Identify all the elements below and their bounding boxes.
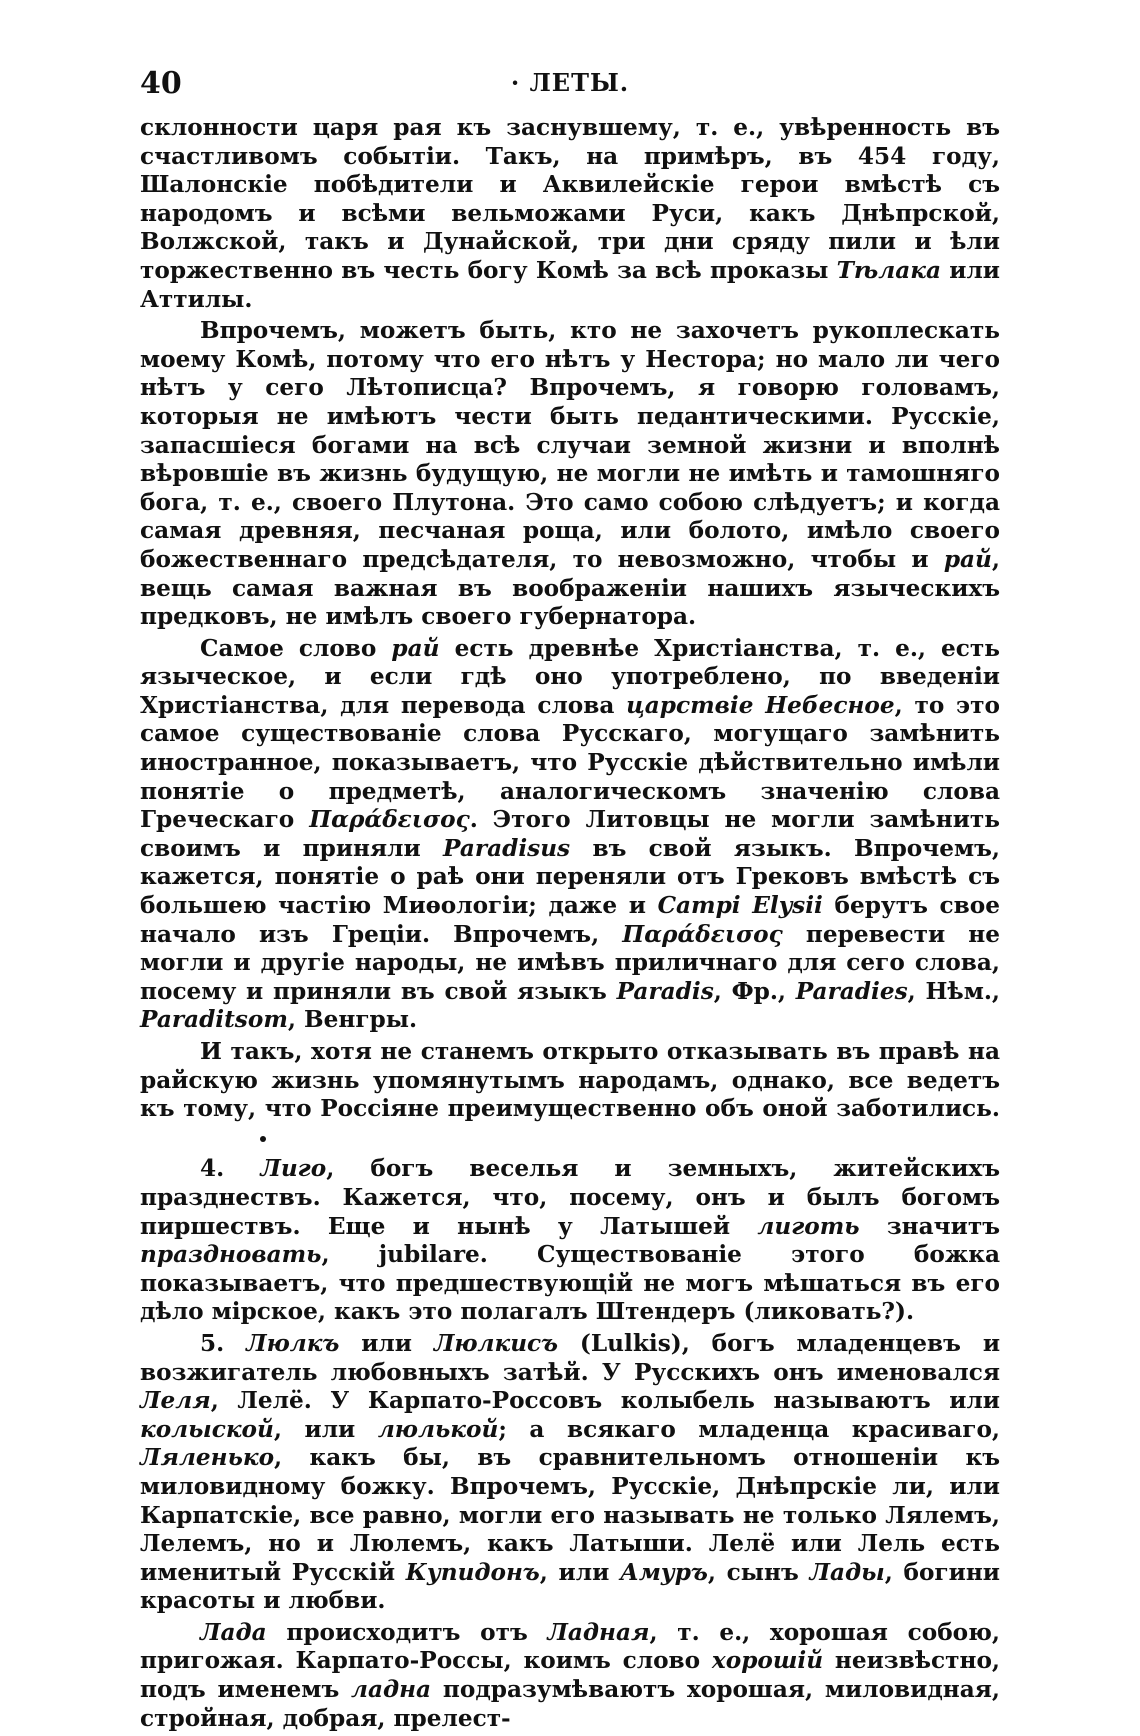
text-run: неизвѣстно, подъ именемъ	[140, 1647, 1000, 1704]
text-run: есть древнѣе Христіанства, т. е., есть языческое, и если гдѣ оно употреблено, по введеніи Христіанства, для перевода слова	[140, 634, 1000, 719]
italic-term: Paraditsom	[140, 1006, 288, 1034]
italic-term: Paradis	[616, 977, 714, 1005]
text-run: , Лелё. У Карпато-Россовъ колыбель называютъ или	[210, 1387, 1000, 1415]
text-run: , т. е., хорошая собою, пригожая. Карпато-Россы, коимъ слово	[140, 1618, 1000, 1675]
italic-term: ладна	[351, 1676, 432, 1704]
text-run: ; а всякаго младенца красиваго,	[498, 1415, 1000, 1443]
italic-term: рай	[391, 634, 440, 662]
italic-term: лиготь	[757, 1212, 860, 1240]
paragraph	[140, 1155, 1000, 1327]
italic-term: Лада	[200, 1618, 267, 1646]
text-run: , то это самое существованіе слова Русскаго, могущаго замѣнить иностранное, показываетъ, что Русскіе дѣйствительно имѣли понятіе о предметѣ, аналогическомъ значенію слова Греческаго	[140, 691, 1000, 834]
text-run: И такъ, хотя не станемъ открыто отказывать въ правѣ на райскую жизнь упомянутымъ народамъ, однако, все ведетъ къ тому, что Россіяне преимущественно объ оной заботились.	[140, 1038, 1000, 1123]
italic-term: Люлкисъ	[433, 1329, 559, 1357]
text-run: 4.	[200, 1155, 261, 1183]
text-run: , Нѣм.,	[907, 977, 1000, 1005]
ink-dot-mark	[260, 1136, 266, 1142]
italic-term: Купидонъ	[405, 1558, 540, 1586]
paragraph	[140, 1330, 1000, 1616]
italic-term: царствіе Небесное	[626, 691, 895, 719]
text-run: (Lulkis), богъ младенцевъ и возжигатель любовныхъ затѣй. У Русскихъ онъ именовался	[140, 1329, 1001, 1386]
text-run: , Фр.,	[713, 977, 796, 1005]
text-run: . Этого Литовцы не могли замѣнить своимъ и приняли	[140, 806, 1000, 862]
text-run: , jubilare. Существованіе этого божка показываетъ, что предшествующій не могъ мѣшаться въ его дѣло мірское, какъ это полагалъ Штендеръ (ликовать?).	[140, 1241, 1000, 1326]
text-run: , вещь самая важная въ воображеніи нашихъ языческихъ предковъ, не имѣлъ своего губернатора.	[140, 545, 1000, 631]
text-run: происходитъ отъ	[266, 1618, 548, 1646]
text-run: Впрочемъ, можетъ быть, кто не захочетъ рукоплескать моему Комѣ, потому что его нѣтъ у Нестора; но мало ли чего нѣтъ у сего Лѣтописца? Впрочемъ, я говорю головамъ, которыя не имѣютъ чести быть педантическими. Русскіе, запасшіеся богами на всѣ случаи земной жизни и вполнѣ вѣровшіе въ жизнь будущую, не могли не имѣть и тамошняго бога, т. е., своего Плутона. Это само собою слѣдуетъ; и когда самая древняя, песчаная роща, или болото, имѣло своего божественнаго предсѣдателя, то невозможно, чтобы и	[140, 317, 1000, 573]
text-run: , богъ веселья и земныхъ, житейскихъ празднествъ. Кажется, что, посему, онъ и былъ богомъ пиршествъ. Еще и нынѣ у Латышей	[140, 1155, 1001, 1240]
text-run: берутъ свое начало изъ Греціи. Впрочемъ,	[140, 892, 1000, 948]
italic-term: Лады	[809, 1558, 885, 1586]
text-run: , Венгры.	[287, 1006, 418, 1034]
italic-term: Παράδεισος	[622, 920, 783, 948]
text-run: подразумѣваютъ хорошая, миловидная, стройная, добрая, прелест-	[140, 1676, 1000, 1732]
text-run: , или	[539, 1558, 620, 1586]
page-header	[140, 66, 1000, 106]
italic-term: Παράδεισος	[309, 806, 470, 834]
italic-term: Ладная	[547, 1618, 650, 1646]
italic-term: Ляленько	[140, 1444, 275, 1472]
text-run: , богини красоты и любви.	[140, 1558, 1000, 1615]
body-text	[140, 114, 1000, 1736]
italic-term: праздновать	[140, 1241, 322, 1269]
italic-term: Paradies	[795, 977, 908, 1005]
paragraph	[140, 635, 1000, 1035]
text-run: , какъ бы, въ сравнительномъ отношеніи къ миловидному божку. Впрочемъ, Русскіе, Днѣпрскіе ли, или Карпатскіе, все равно, могли его называть не только Лялемъ, Лелемъ, но и Люлемъ, какъ Латыши. Лелё или Лель есть именитый Русскій	[140, 1444, 1000, 1586]
text-run: значитъ	[859, 1212, 1000, 1240]
italic-term: Лиго	[260, 1155, 327, 1183]
page-number: 40	[140, 66, 182, 101]
italic-term: Люлкъ	[246, 1329, 340, 1357]
italic-term: хорошій	[711, 1647, 824, 1675]
italic-term: колыской	[140, 1415, 274, 1443]
text-run: 5.	[200, 1329, 247, 1357]
italic-term: Campi Elysii	[657, 892, 823, 920]
paragraph	[140, 114, 1000, 314]
running-title: · ЛЕТЫ.	[510, 68, 630, 97]
paragraph	[140, 1619, 1000, 1733]
italic-term: Амуръ	[620, 1558, 708, 1586]
paragraph	[140, 317, 1000, 632]
italic-term: люлькой	[377, 1415, 499, 1443]
text-run: перевести не могли и другіе народы, не имѣвъ приличнаго для сего слова, посему и приняли въ свой языкъ	[140, 920, 1000, 1005]
italic-term: Paradisus	[443, 834, 571, 862]
italic-term: рай	[943, 545, 992, 573]
text-run: въ свой языкъ. Впрочемъ, кажется, понятіе о раѣ они переняли отъ Грековъ вмѣстѣ съ большею частію Миѳологіи; даже и	[140, 834, 1000, 920]
text-run: , или	[273, 1415, 378, 1443]
text-run: Самое слово	[200, 634, 392, 662]
italic-term: Леля	[140, 1387, 211, 1415]
text-run: склонности царя рая къ заснувшему, т. е., увѣренность въ счастливомъ событіи. Такъ, на примѣръ, въ 454 году, Шалонскіе побѣдители и Аквилейскіе герои вмѣстѣ съ народомъ и всѣми вельможами Руси, какъ Днѣпрской, Волжской, такъ и Дунайской, три дни сряду пили и ѣли торжественно въ честь богу Комѣ за всѣ проказы	[140, 114, 1000, 284]
text-run: или	[339, 1329, 434, 1357]
text-run: или Аттилы.	[140, 256, 1000, 313]
italic-term: Тѣлака	[836, 256, 941, 284]
text-run: , сынъ	[707, 1558, 810, 1586]
paragraph	[140, 1038, 1000, 1152]
